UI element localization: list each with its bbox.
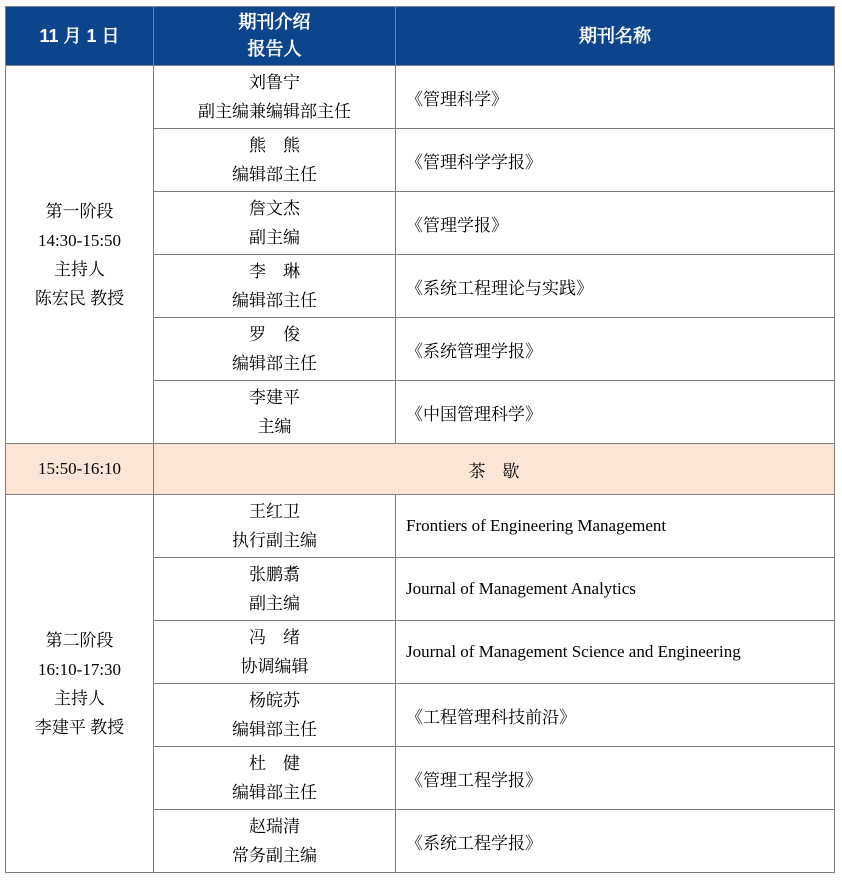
- journal-cell: 《系统工程理论与实践》: [396, 255, 835, 318]
- break-row: [6, 444, 835, 495]
- stage2-host-label: 主持人: [54, 688, 105, 708]
- stage2-time: 16:10-17:30: [37, 659, 122, 679]
- presenter-name: 詹文杰: [249, 199, 300, 218]
- journal-cell: 《系统工程学报》: [396, 810, 835, 873]
- journal-cell: 《管理工程学报》: [396, 747, 835, 810]
- stage1-time: 14:30-15:50: [37, 230, 122, 250]
- header-presenter-line1: 期刊介绍: [238, 12, 311, 32]
- presenter-name: 李建平: [249, 388, 300, 407]
- presenter-name: 熊 熊: [249, 136, 300, 155]
- journal-cell: 《管理科学学报》: [396, 129, 835, 192]
- presenter-cell: [154, 255, 396, 318]
- stage1-host-name: 陈宏民 教授: [34, 288, 125, 308]
- journal-cell: Journal of Management Analytics: [396, 558, 835, 621]
- presenter-cell: [154, 129, 396, 192]
- stage2-label-cell: [6, 495, 154, 873]
- presenter-name: 张鹏翥: [249, 565, 300, 584]
- presenter-name: 赵瑞清: [249, 817, 300, 836]
- stage2-host-name: 李建平 教授: [34, 717, 125, 737]
- presenter-cell: [154, 318, 396, 381]
- presenter-title: 常务副主编: [232, 846, 317, 865]
- header-journal-label: 期刊名称: [579, 25, 651, 46]
- schedule-table: [5, 6, 835, 873]
- presenter-name: 杨皖苏: [249, 691, 300, 710]
- header-row: [6, 7, 835, 66]
- presenter-name: 刘鲁宁: [249, 73, 300, 92]
- presenter-name: 冯 绪: [249, 628, 300, 647]
- stage1-host-label: 主持人: [54, 259, 105, 279]
- stage1-name: 第一阶段: [45, 201, 114, 221]
- header-date-cell: [6, 7, 154, 66]
- presenter-title: 编辑部主任: [232, 783, 317, 802]
- presenter-title: 副主编: [249, 228, 300, 247]
- table-row: [6, 66, 835, 129]
- presenter-cell: [154, 495, 396, 558]
- presenter-title: 主编: [257, 417, 292, 436]
- presenter-cell: [154, 747, 396, 810]
- presenter-title: 编辑部主任: [232, 720, 317, 739]
- journal-cell: 《管理学报》: [396, 192, 835, 255]
- presenter-title: 副主编兼编辑部主任: [198, 102, 351, 121]
- stage2-name: 第二阶段: [45, 630, 114, 650]
- break-time-cell: 15:50-16:10: [6, 444, 154, 495]
- journal-cell: Journal of Management Science and Engineering: [396, 621, 835, 684]
- presenter-cell: [154, 810, 396, 873]
- presenter-cell: [154, 621, 396, 684]
- presenter-name: 王红卫: [249, 502, 300, 521]
- presenter-title: 副主编: [249, 594, 300, 613]
- presenter-cell: [154, 684, 396, 747]
- break-label-cell: 茶 歇: [154, 444, 835, 495]
- presenter-title: 编辑部主任: [232, 291, 317, 310]
- header-journal-cell: [396, 7, 835, 66]
- presenter-title: 协调编辑: [240, 657, 309, 676]
- journal-cell: 《系统管理学报》: [396, 318, 835, 381]
- presenter-cell: [154, 66, 396, 129]
- journal-cell: 《工程管理科技前沿》: [396, 684, 835, 747]
- table-row: [6, 495, 835, 558]
- header-date-label: 11 月 1 日: [39, 25, 120, 46]
- journal-cell: Frontiers of Engineering Management: [396, 495, 835, 558]
- presenter-cell: [154, 558, 396, 621]
- presenter-name: 罗 俊: [249, 325, 300, 344]
- presenter-name: 杜 健: [249, 754, 300, 773]
- presenter-title: 执行副主编: [232, 531, 317, 550]
- stage1-label-cell: [6, 66, 154, 444]
- presenter-title: 编辑部主任: [232, 354, 317, 373]
- presenter-name: 李 琳: [249, 262, 300, 281]
- presenter-cell: [154, 192, 396, 255]
- journal-cell: 《中国管理科学》: [396, 381, 835, 444]
- header-presenter-line2: 报告人: [247, 39, 302, 59]
- header-presenter-cell: [154, 7, 396, 66]
- presenter-cell: [154, 381, 396, 444]
- presenter-title: 编辑部主任: [232, 165, 317, 184]
- journal-cell: 《管理科学》: [396, 66, 835, 129]
